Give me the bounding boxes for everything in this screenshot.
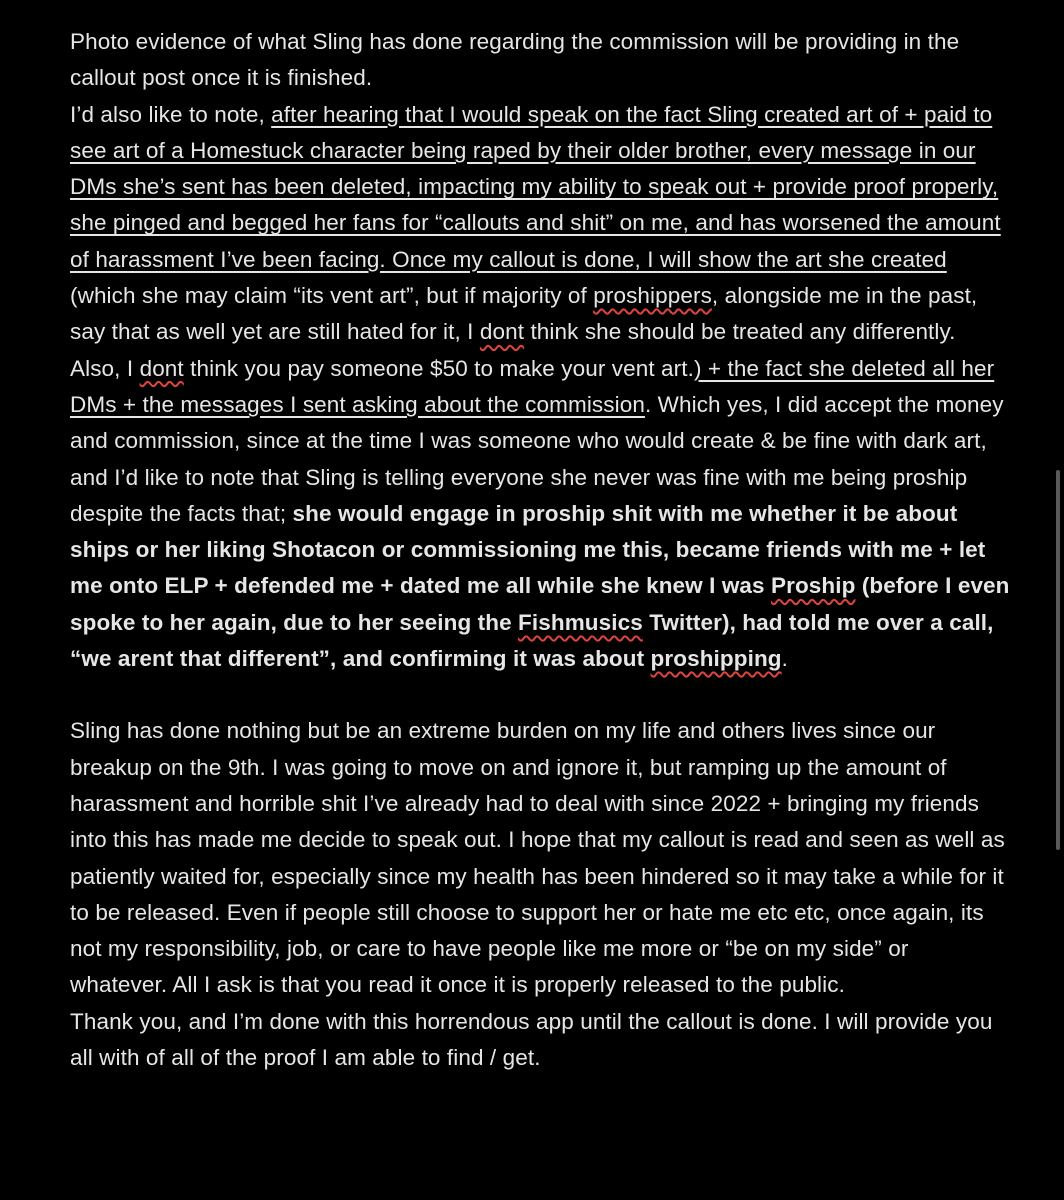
misspelled-word[interactable]: proshipping xyxy=(650,646,782,672)
misspelled-word[interactable]: Proship xyxy=(771,573,856,599)
text-span: . xyxy=(781,646,788,672)
text-span: think she should be treated any differently. Also, I xyxy=(70,319,956,381)
bold-text: she would engage in proship shit with me whether it be about ships or her liking Shotacon or commissioning me this, became friends with me + let me onto ELP + defended me + dated me all while she knew I was xyxy=(70,500,986,599)
vertical-scrollbar[interactable] xyxy=(1056,470,1060,850)
text-span: . Which yes, I did accept the money and commission, since at the time I was someone who would create & be fine with dark art, and I’d like to note that Sling is telling everyone she never was fine with me being proship despite the facts that; xyxy=(70,391,1004,526)
text-span: Photo evidence of what Sling has done regarding the commission will be providing in the callout post once it is finished. xyxy=(70,29,960,91)
paragraph-3: Thank you, and I’m done with this horrendous app until the callout is done. I will provide you all with of all of the proof I am able to find / get. xyxy=(70,1008,993,1071)
misspelled-word[interactable]: dont xyxy=(479,319,525,345)
underlined-text: after hearing that I would speak on the fact Sling created art of + paid to see art of a Homestuck character being raped by their older brother, every message in our DMs she’s sent has been deleted, impacting my ability to speak out + provide proof properly, she pinged and begged her fans for “callouts and shit” on me, and has worsened the amount of harassment I’ve been facing. Once my callout is done, I will show the art she created xyxy=(70,101,1001,272)
paragraph-1 xyxy=(70,24,1010,677)
misspelled-word[interactable]: dont xyxy=(139,355,184,381)
text-span: think you pay someone $50 to make your vent art. xyxy=(183,355,694,381)
underlined-text: ) + the fact she deleted all her DMs + the messages I sent asking about the commission xyxy=(70,355,995,417)
misspelled-word[interactable]: Fishmusics xyxy=(518,609,643,635)
bold-text: (before I even spoke to her again, due to her seeing the xyxy=(70,573,1010,635)
paragraph-2: Sling has done nothing but be an extreme burden on my life and others lives since our breakup on the 9th. I was going to move on and ignore it, but ramping up the amount of harassment and horrible shit I’ve already had to deal with since 2022 + bringing my friends into this has made me decide to speak out. I hope that my callout is read and seen as well as patiently waited for, especially since my health has been hindered so it may take a while for it to be released. Even if people still choose to support her or hate me etc etc, once again, its not my responsibility, job, or care to have people like me more or “be on my side” or whatever. All I ask is that you read it once it is properly released to the public. xyxy=(70,718,1005,998)
text-span: I’d also like to note, xyxy=(70,101,272,127)
note-body xyxy=(70,24,1010,1076)
text-span: , alongside me in the past, say that as well yet are still hated for it, I xyxy=(70,283,978,345)
misspelled-word[interactable]: proshippers xyxy=(593,283,712,309)
bold-text: Twitter), had told me over a call, “we arent that different”, and confirming it was about xyxy=(70,609,994,672)
text-span: (which she may claim “its vent art”, but if majority of xyxy=(70,283,594,309)
paragraph-gap xyxy=(70,677,1010,713)
